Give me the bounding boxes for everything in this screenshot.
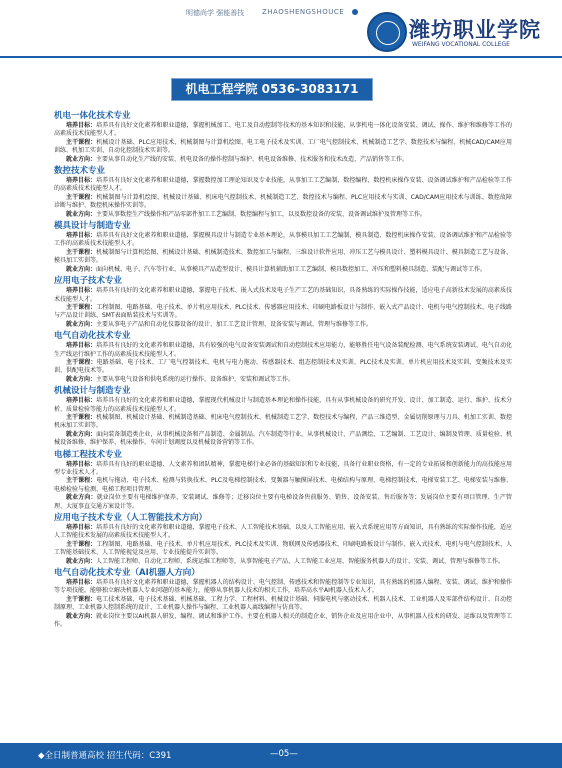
major-paragraph [54, 177, 512, 194]
paragraph-text: 培养具有良好文化素养和职业道德，掌握数控加工理论知识及专业技能，从事加工工艺编制、数控编程、数控机床操作安装、设备调试维护和产品检验等工作的高素质技术技能型人才。 [54, 177, 512, 193]
major-title: 模具设计与制造专业 [54, 221, 131, 232]
paragraph-label: 主干课程： [66, 540, 97, 548]
major-title: 应用电子技术专业 [54, 276, 123, 287]
school-seal-icon [367, 12, 407, 52]
paragraph-label: 就业方向： [66, 320, 97, 328]
paragraph-label: 培养目标： [66, 524, 97, 532]
paragraph-label: 培养目标： [66, 460, 97, 468]
major-paragraph [54, 232, 512, 249]
paragraph-label: 就业方向： [66, 494, 97, 502]
major-paragraph [54, 122, 512, 139]
major-paragraph [54, 321, 512, 329]
paragraph-text: 培养具有良好文化素养和职业道德，掌握机器人的结构设计、电气控制、传感技术和智能控制等专业知识，具有熟练的机器人编程、安装、调试、维护和操作等专项技能，能够独立解决机器人专业问题的基本能力，能够从事机器人技术的相关工作，培养高水平AI机器人技术人才。 [54, 579, 512, 595]
paragraph-label: 就业方向： [66, 612, 97, 620]
major-paragraph [54, 194, 512, 211]
major-paragraph [54, 397, 512, 414]
paragraph-text: 就业岗位主要以AI机器人研发、编程、调试和维护工作。主要在机器人相关的制造企业、销售企业及应用企业中，从事机器人技术的研发、运维以及管理等工作。 [54, 612, 512, 629]
major-paragraph [54, 211, 512, 219]
paragraph-text: 培养具有良好的文化素养和职业道德，具有较强的电气设备安装调试和自动控制技术应用能力，能够胜任电气设备装配检测、电气系统安装调试、电气自动化生产线运行维护工作的高素质技术技能型人才。 [54, 342, 512, 358]
paragraph-text: 培养具有良好的职业道德、人文素养和团队精神，掌握电梯行业必备的基础知识和专业技能，具备行业职业资格，有一定的专业拓展和创新能力的高技能应用型专业技术人才。 [54, 460, 512, 476]
major-paragraph [54, 558, 512, 566]
major-title: 电气自动化技术专业（AI机器人方向） [54, 568, 200, 579]
paragraph-text: 主要从事自动化生产线的安装、机电设备的操作控制与维护、机电设备维修、技术服务和技术改造、产品销售等工作。 [96, 155, 409, 163]
major-section [54, 110, 512, 164]
paragraph-label: 培养目标： [66, 232, 97, 240]
paragraph-text: 主要从事数控生产线操作和产品零部件加工工艺编制、数控编程与加工，以及数控设备的安装、设备调试维护及管理等工作。 [96, 210, 427, 218]
page-title: 机电工程学院 0536-3083171 [171, 78, 373, 101]
major-title: 数控技术专业 [54, 166, 106, 177]
major-title: 电梯工程技术专业 [54, 449, 123, 460]
major-paragraph [54, 266, 512, 274]
paragraph-label: 主干课程： [66, 248, 97, 256]
header-dot [352, 9, 358, 15]
paragraph-text: 培养具有良好的文化素养和职业道德，掌握电子技术、人工智能技术基础，以及人工智能应用、嵌入式系统应用等方面知识，具有熟练的实际操作技能，适应人工智能技术发展的高素质技术技能型人才。 [54, 524, 512, 540]
major-section [54, 449, 512, 511]
paragraph-text: 主要从事电气设备和供电系统的运行操作、设备维护、安装和调试等工作。 [96, 375, 295, 383]
header-divider [0, 56, 562, 58]
paragraph-label: 主干课程： [66, 595, 97, 603]
page-header [0, 0, 562, 58]
paragraph-label: 培养目标： [66, 287, 97, 295]
major-section [54, 385, 512, 447]
paragraph-text: 培养具有良好的文化素养和职业道德，掌握现代机械设计与制造基本理论和操作技能，具有从事机械设备的研究开发、设计、加工制造、运行、维护、技术分析、质量检验等能力的高素质技术技能型人才。 [54, 397, 512, 413]
major-title: 应用电子技术专业（人工智能技术方向） [54, 513, 208, 524]
paragraph-label: 主干课程： [66, 413, 97, 421]
major-paragraph [54, 342, 512, 359]
major-paragraph [54, 304, 512, 321]
paragraph-label: 主干课程： [66, 138, 97, 146]
major-paragraph [54, 156, 512, 164]
paragraph-text: 工程制图、电路基础、电子技术、单片机应用技术、PLC技术及实训、物联网及传感器技术、印刷电路板设计与制作、嵌入式技术、电机与电气控制技术、人工智能基础技术、人工智能视觉及应用、专业技能提升实训等。 [54, 540, 512, 557]
paragraph-text: 就业岗位主要有电梯维护保养、安装调试、维修等；迁移岗位主要有电梯设备售前服务、销售、设备安装、售后服务等；发展岗位主要有项目管理、生产管理、大厦事直交通方案设计等。 [54, 494, 512, 510]
paragraph-text: 面向装备制造类企业，从事机械设备和产品制造、金属制品、汽车制造等行业，从事机械设计、产品测绘、工艺编制、工艺设计、编制及管理、质量检验、机械设备维修、维护保养、机床操作、车间计划调度以及机械设备营销等工作。 [54, 430, 512, 447]
paragraph-label: 就业方向： [66, 155, 97, 163]
major-section [54, 165, 512, 219]
paragraph-label: 培养目标： [66, 177, 97, 185]
major-paragraph [54, 461, 512, 478]
paragraph-label: 培养目标： [66, 397, 97, 405]
header-brand-en: ZHAOSHENGSHOUCE [262, 8, 345, 16]
major-section [54, 220, 512, 274]
paragraph-label: 主干课程： [66, 303, 97, 311]
major-paragraph [54, 376, 512, 384]
paragraph-text: 机械制图、机械设计基础、机械制造基础、机床电气控制技术、机械制造工艺学、数控技术与编程、产品三维造型、金属切削原理与刀具、机加工实训、数控机床加工实训等。 [54, 413, 512, 430]
page-number: —05— [270, 749, 298, 759]
paragraph-text: 人工智能工程师、自动化工程师、系统运维工程师等，从事智能电子产品、人工智能工业应用、智能服务机器人的设计、安装、调试、管理与维修等工作。 [96, 557, 505, 565]
major-paragraph [54, 596, 512, 613]
major-paragraph [54, 613, 512, 630]
paragraph-text: 培养具有良好文化素养和职业道德，掌握机械加工、电工及自动控制等技术的基本知识和技能，从事机电一体化设备安装、调试、操作、维护和维修等工作的高素质技术技能型人才。 [54, 122, 512, 138]
paragraph-text: 机械制图与计算机绘图、机械设计基础、机械制造技术、数控加工与编程、三维设计软件应用、冲压工艺与模具设计、塑料模具设计、模具制造工艺与设备、模具加工实训等。 [54, 248, 512, 265]
major-section [54, 275, 512, 329]
paragraph-text: 电路基础、电子技术、工厂电气控制技术、电机与电力拖动、传感器技术、组态控制技术及实训、PLC技术及实训、单片机应用技术及实训、变频技术及实训、供配电技术等。 [54, 358, 512, 375]
paragraph-text: 机械制图与计算机绘图、机械设计基础、机床电气控制技术、机械制造工艺、数控技术与编程、PLC应用技术与实训、CAD/CAM应用技术与训练、数控故障诊断与维护、数控机床操作实训等。 [54, 193, 512, 210]
major-paragraph [54, 431, 512, 448]
major-title: 机电一体化技术专业 [54, 111, 131, 121]
paragraph-label: 就业方向： [66, 557, 97, 565]
paragraph-text: 面向机械、电子、汽车等行业，从事模具产品造型设计、模具计算机辅助加工工艺编制、模具数控加工、冲压和塑料模具制造、装配与调试等工作。 [96, 265, 487, 273]
paragraph-label: 培养目标： [66, 122, 97, 129]
paragraph-label: 主干课程： [66, 477, 97, 485]
paragraph-label: 就业方向： [66, 430, 97, 438]
major-section [54, 567, 512, 629]
major-paragraph [54, 139, 512, 156]
major-paragraph [54, 359, 512, 376]
paragraph-text: 机械设计基础、PLC应用技术、机械制图与计算机绘图、电工电子技术及实训、工厂电气控制技术、机械制造工艺学、数控技术与编程、机械CAD/CAM应用训练、机加工实训、自动化控制技术实训等。 [54, 138, 512, 155]
major-paragraph [54, 494, 512, 511]
major-section [54, 512, 512, 566]
paragraph-text: 电工技术基础、电子技术基础、机械基础、工程力学、工程材料、机械设计基础、伺服电机与驱动技术、机器人技术、工业机器人及零部件结构设计、自动控制原理、工业机器人控制系统的设计、工业机器人操作与编程、工业机器人离线编程与仿真等。 [54, 595, 512, 612]
paragraph-label: 就业方向： [66, 210, 97, 218]
paragraph-text: 培养具有良好的文化素养和职业道德，掌握电子技术、嵌入式技术及电子生产工艺的基础知识，具备熟练的实际操作技能，适应电子高新技术发展的高素质技术技能型人才。 [54, 287, 512, 303]
major-paragraph [54, 541, 512, 558]
header-slogan: 明德尚学 强能善技 [186, 9, 245, 17]
paragraph-label: 培养目标： [66, 342, 97, 350]
major-paragraph [54, 287, 512, 304]
paragraph-text: 主要从事电子产品和自动化仪器设备的设计、加工工艺设计管理、设备安装与调试、管理与维修等工作。 [96, 320, 373, 328]
paragraph-label: 就业方向： [66, 375, 97, 383]
major-section [54, 330, 512, 384]
page-footer [0, 743, 562, 768]
major-paragraph [54, 524, 512, 541]
paragraph-label: 就业方向： [66, 265, 97, 273]
major-paragraph [54, 414, 512, 431]
major-paragraph [54, 579, 512, 596]
paragraph-label: 主干课程： [66, 193, 97, 201]
paragraph-text: 工程制图、电路基础、电子技术、单片机应用技术、PLC技术、传感器应用技术、印刷电路板设计与制作、嵌入式产品设计、电机与电气控制技术、电子线路与产品设计训练、SMT表面贴装技术与实训等。 [54, 303, 512, 320]
major-title: 机械设计与制造专业 [54, 386, 131, 397]
major-paragraph [54, 477, 512, 494]
paragraph-label: 培养目标： [66, 579, 97, 587]
paragraph-text: 电机与拖动、电子技术、检测与转换技术、PLC及电梯控制技术、变频器与触摸屏技术、电梯结构与原理、电梯控制技术、电梯安装工艺、电梯安装与维修、电梯检验与检测、电梯工程项目管理。 [54, 477, 512, 493]
footer-enrollment-code: ◆全日制普通高校 招生代码：C391 [38, 751, 172, 761]
major-list [54, 109, 512, 630]
major-title: 电气自动化技术专业 [54, 331, 131, 342]
school-name: 潍坊职业学院 [409, 17, 541, 42]
major-paragraph [54, 249, 512, 266]
paragraph-label: 主干课程： [66, 358, 97, 366]
paragraph-text: 培养具有良好文化素养和职业道德，掌握模具设计与制造专业基本理论，从事模具加工工艺编制、模具制造、数控机床操作安装、设备调试维护和产品检验等工作的高素质技术技能型人才。 [54, 232, 512, 248]
school-english-name: WEIFANG VOCATIONAL COLLEGE [412, 41, 510, 48]
